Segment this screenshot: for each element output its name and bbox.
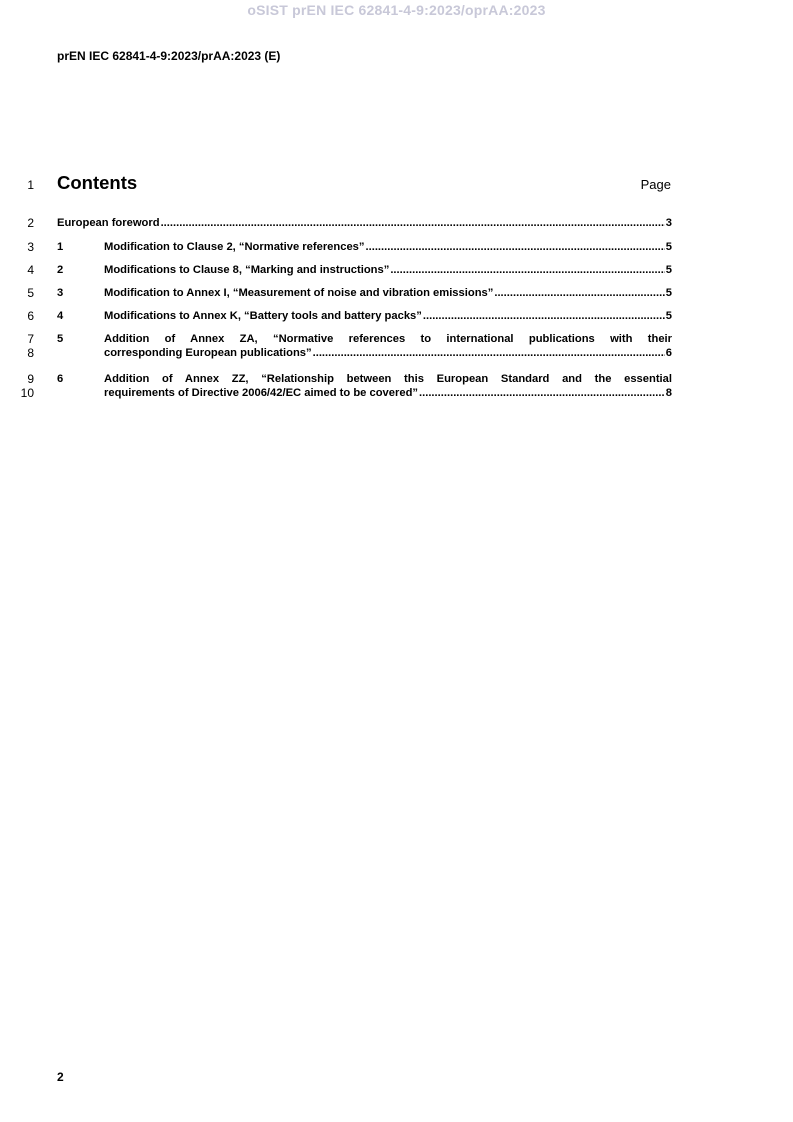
toc-entry-number: 4 bbox=[57, 310, 64, 322]
toc-entry-title: Modification to Annex I, “Measurement of noise and vibration emissions” bbox=[104, 287, 494, 299]
toc-entry-number: 2 bbox=[57, 264, 64, 276]
page-number: 2 bbox=[57, 1070, 64, 1084]
contents-heading: Contents bbox=[57, 172, 138, 193]
toc-entry-number: 1 bbox=[57, 241, 64, 253]
toc-entry-title: Modifications to Clause 8, “Marking and instructions” bbox=[104, 264, 390, 276]
toc-entry-page: 8 bbox=[665, 387, 672, 399]
line-number: 7 bbox=[27, 332, 34, 346]
toc-entry-page: 6 bbox=[665, 347, 672, 359]
toc-leader-dots bbox=[419, 386, 665, 400]
line-number: 3 bbox=[27, 240, 34, 254]
line-number: 6 bbox=[27, 309, 34, 323]
line-number: 4 bbox=[27, 263, 34, 277]
toc-entry-title: Modifications to Annex K, “Battery tools and battery packs” bbox=[104, 310, 422, 322]
toc-entry-title-line2: requirements of Directive 2006/42/EC aimed to be covered” bbox=[104, 387, 418, 399]
toc-entry-page: 5 bbox=[665, 241, 672, 253]
line-number: 8 bbox=[27, 346, 34, 360]
toc-leader-dots bbox=[494, 286, 664, 300]
toc-entry-clause-5[interactable] bbox=[57, 332, 672, 360]
line-number: 2 bbox=[27, 216, 34, 230]
toc-entry-clause-6[interactable] bbox=[57, 372, 672, 400]
toc-entry-title: European foreword bbox=[57, 217, 160, 229]
toc-entry-clause-1[interactable] bbox=[57, 240, 672, 254]
toc-entry-page: 5 bbox=[665, 287, 672, 299]
toc-leader-dots bbox=[161, 216, 665, 230]
page-column-label: Page bbox=[640, 177, 671, 192]
toc-entry-clause-2[interactable] bbox=[57, 263, 672, 277]
toc-entry-title: Modification to Clause 2, “Normative references” bbox=[104, 241, 365, 253]
line-number: 1 bbox=[27, 178, 34, 192]
line-number: 9 bbox=[27, 372, 34, 386]
document-id: prEN IEC 62841-4-9:2023/prAA:2023 (E) bbox=[57, 49, 281, 63]
watermark: oSIST prEN IEC 62841-4-9:2023/oprAA:2023 bbox=[247, 2, 546, 18]
toc-leader-dots bbox=[313, 346, 665, 360]
toc-entry-clause-4[interactable] bbox=[57, 309, 672, 323]
toc-entry-title-line1: Addition of Annex ZA, “Normative references to international publications with their bbox=[104, 333, 672, 345]
toc-leader-dots bbox=[423, 309, 665, 323]
toc-entry-number: 5 bbox=[57, 333, 64, 345]
toc-leader-dots bbox=[390, 263, 664, 277]
line-number: 5 bbox=[27, 286, 34, 300]
toc-entry-number: 3 bbox=[57, 287, 64, 299]
toc-leader-dots bbox=[366, 240, 665, 254]
toc-entry-page: 5 bbox=[665, 310, 672, 322]
toc-entry-title-line2: corresponding European publications” bbox=[104, 347, 312, 359]
line-number: 10 bbox=[20, 386, 34, 400]
toc-entry-clause-3[interactable] bbox=[57, 286, 672, 300]
toc-entry-title-line1: Addition of Annex ZZ, “Relationship between this European Standard and the essential bbox=[104, 373, 672, 385]
toc-entry-page: 5 bbox=[665, 264, 672, 276]
toc-entry-page: 3 bbox=[665, 217, 672, 229]
toc-entry-foreword[interactable] bbox=[57, 216, 672, 230]
toc-entry-number: 6 bbox=[57, 373, 64, 385]
